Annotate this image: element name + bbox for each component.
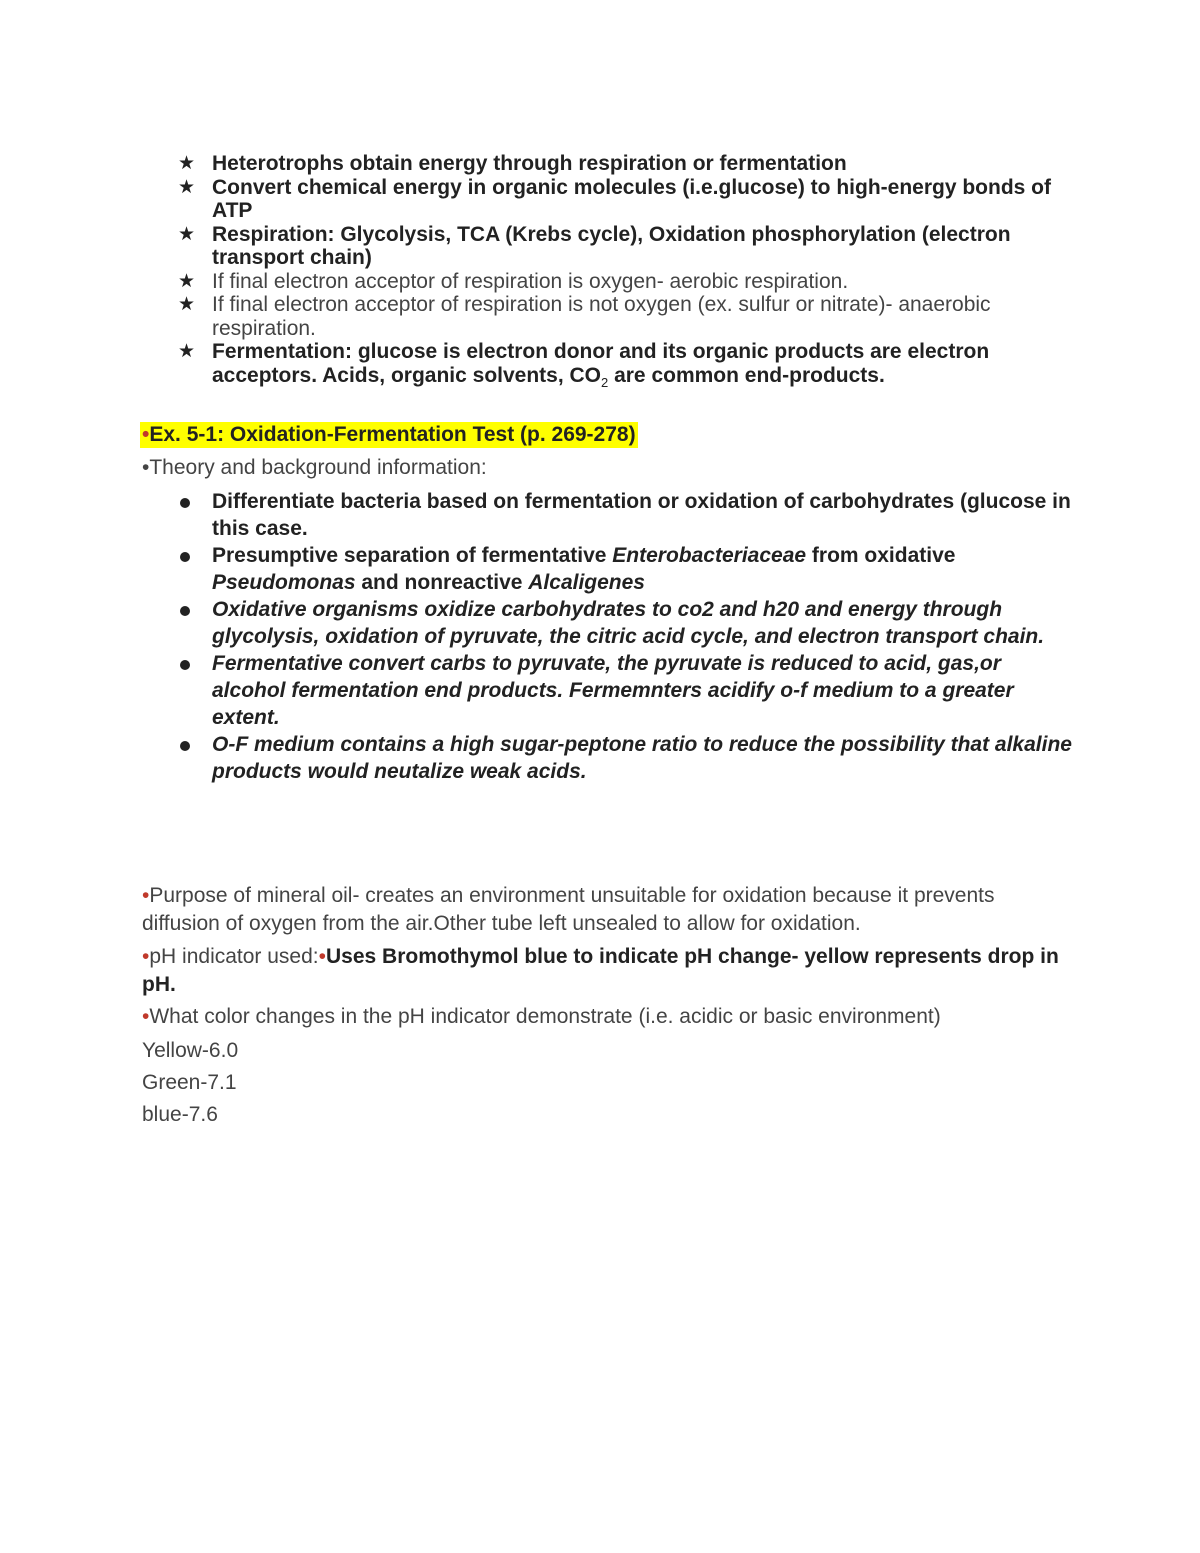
star-bullet-list (178, 152, 1078, 394)
list-item-text: are common end-products. (608, 363, 885, 387)
color-change-question (142, 1003, 1082, 1031)
list-item-text: O-F medium contains a high sugar-peptone ratio to reduce the possibility that alkaline products would neutalize weak acids. (212, 733, 1072, 783)
purpose-text: Purpose of mineral oil- creates an environment unsuitable for oxidation because it prevents diffusion of oxygen from the air.Other tube left unsealed to allow for oxidation. (142, 884, 995, 935)
list-item-text: If final electron acceptor of respiration is not oxygen (ex. sulfur or nitrate)- anaerobic respiration. (212, 293, 991, 340)
genus-name: Pseudomonas (212, 571, 356, 594)
star-icon: ★ (178, 175, 196, 198)
genus-name: Alcaligenes (528, 571, 645, 594)
list-item (178, 340, 1078, 394)
bullet-icon: • (318, 945, 326, 968)
list-item (178, 152, 1078, 176)
list-item-text: Respiration: Glycolysis, TCA (Krebs cycle), Oxidation phosphorylation (electron transport chain) (212, 222, 1011, 269)
star-icon: ★ (178, 269, 196, 292)
bullet-dot-icon (180, 660, 190, 670)
bullet-dot-icon (180, 498, 190, 508)
purpose-paragraph (142, 882, 1062, 938)
list-item-text: Presumptive separation of fermentative (212, 544, 613, 567)
list-item (178, 488, 1078, 542)
list-item-text: Differentiate bacteria based on fermentation or oxidation of carbohydrates (glucose in this case. (212, 490, 1071, 540)
list-item (178, 293, 1078, 340)
bullet-icon: • (142, 423, 150, 446)
bullet-icon: • (142, 1005, 150, 1028)
list-item (178, 542, 1078, 596)
list-item-text: Heterotrophs obtain energy through respiration or fermentation (212, 152, 847, 175)
genus-name: Enterobacteriaceae (612, 544, 807, 567)
list-item (178, 270, 1078, 294)
star-icon: ★ (178, 293, 196, 315)
star-icon: ★ (178, 340, 196, 362)
list-item-text: Oxidative organisms oxidize carbohydrates to co2 and h20 and energy through glycolysis, oxidation of pyruvate, the citric acid cycle, and electron transport chain. (212, 598, 1045, 648)
ph-label: pH indicator used: (149, 945, 319, 968)
list-item-text: from oxidative (806, 544, 956, 567)
list-item (178, 223, 1078, 270)
ph-value-yellow: Yellow-6.0 (142, 1039, 239, 1062)
ph-value-blue: blue-7.6 (142, 1103, 218, 1126)
bullet-icon: • (142, 945, 150, 968)
heading-text: Ex. 5-1: Oxidation-Fermentation Test (p. 269-278) (149, 423, 636, 446)
theory-label (142, 454, 487, 482)
star-icon: ★ (178, 222, 196, 245)
list-item-text: Fermentation: glucose is electron donor and its organic products are electron acceptors. Acids, organic solvents, CO (212, 340, 990, 387)
question-text: What color changes in the pH indicator demonstrate (i.e. acidic or basic environment) (149, 1005, 941, 1028)
ph-indicator-text: Uses Bromothymol blue to indicate pH change- yellow represents drop in pH. (142, 945, 1059, 996)
ph-value-green: Green-7.1 (142, 1071, 237, 1094)
star-icon: ★ (178, 152, 196, 174)
list-item (178, 176, 1078, 223)
bullet-dot-icon (180, 606, 190, 616)
bullet-dot-icon (180, 552, 190, 562)
list-item-text: Convert chemical energy in organic molecules (i.e.glucose) to high-energy bonds of ATP (212, 175, 1051, 222)
ph-indicator-paragraph (142, 943, 1062, 999)
theory-text: Theory and background information: (149, 456, 487, 479)
bullet-icon: • (142, 884, 150, 907)
list-item (178, 650, 1078, 731)
list-item (178, 596, 1078, 650)
list-item-text: and nonreactive (355, 571, 529, 594)
list-item-text: If final electron acceptor of respiration is oxygen- aerobic respiration. (212, 269, 849, 293)
exercise-heading (140, 422, 638, 448)
list-item (178, 731, 1078, 785)
bullet-dot-icon (180, 741, 190, 751)
list-item-text: Fermentative convert carbs to pyruvate, the pyruvate is reduced to acid, gas,or alcohol fermentation end products. Fermemnters acidify o-f medium to a greater extent. (212, 652, 1014, 729)
subscript: 2 (601, 374, 609, 390)
bullet-icon: • (142, 456, 150, 479)
dot-bullet-list (178, 488, 1078, 785)
